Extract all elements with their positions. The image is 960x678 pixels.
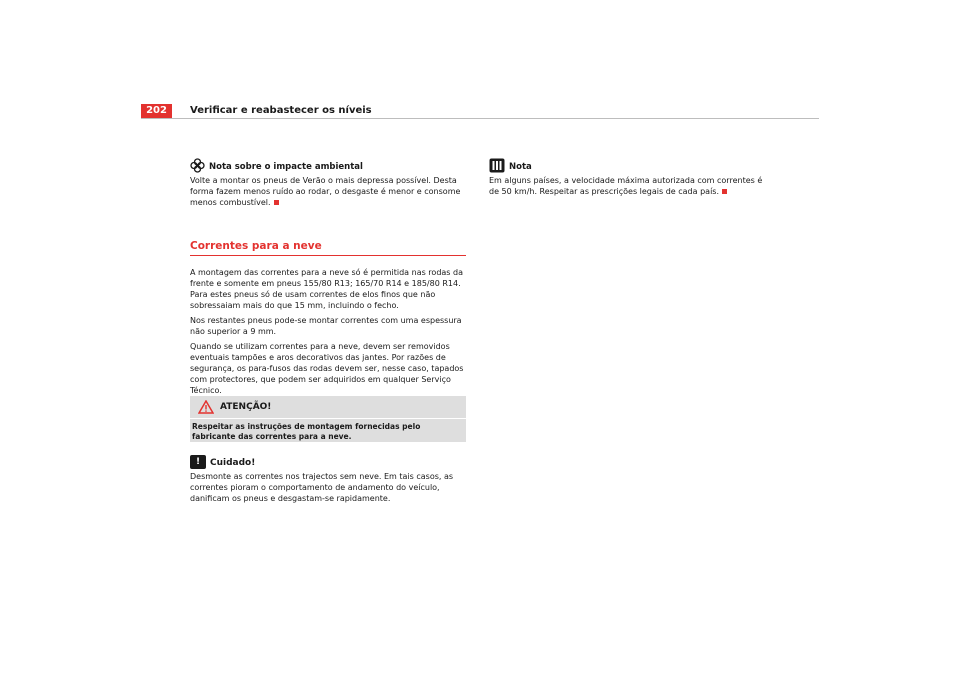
end-mark (274, 200, 279, 205)
caution-note (190, 455, 466, 508)
info-note-heading (489, 158, 765, 173)
info-note-title: Nota (509, 162, 532, 172)
header-divider (141, 118, 819, 119)
flower-icon (190, 158, 205, 173)
info-icon (489, 158, 505, 173)
running-title: Verificar e reabastecer os níveis (190, 105, 372, 116)
info-note-text: Em alguns países, a velocidade máxima autorizada com correntes é de 50 km/h. Respeitar as prescrições legais de cada país. (489, 176, 763, 196)
page-number: 202 (141, 104, 172, 118)
section-title: Correntes para a neve (190, 240, 466, 256)
warning-title: ATENÇÃO! (220, 402, 272, 412)
paragraph: Quando se utilizam correntes para a neve, devem ser removidos eventuais tampões e aros decorativos das jantes. Por razões de segurança, os para-fusos das rodas devem ser, nesse caso, tapados com protectores, que podem ser adquiridos em qualquer Serviço Técnico. (190, 342, 464, 395)
env-note-heading (190, 158, 466, 173)
paragraph: Nos restantes pneus pode-se montar correntes com uma espessura não superior a 9 mm. (190, 316, 462, 336)
warning-text: Respeitar as instruções de montagem fornecidas pelo fabricante das correntes para a neve. (192, 422, 421, 441)
env-note-title: Nota sobre o impacte ambiental (209, 162, 363, 172)
info-note (489, 158, 765, 197)
env-note-text: Volte a montar os pneus de Verão o mais depressa possível. Desta forma fazem menos ruído ao rodar, o desgaste é menor e consome menos combustível. (190, 176, 461, 207)
paragraph: A montagem das correntes para a neve só é permitida nas rodas da frente e somente em pneus 155/80 R13; 165/70 R14 e 185/80 R14. Para estes pneus só de usam correntes de elos finos que não sobressaiam mais do que 15 mm, incluindo o fecho. (190, 268, 463, 310)
snow-chains-section (190, 240, 466, 400)
exclamation-icon: ! (190, 455, 206, 469)
caution-text: Desmonte as correntes nos trajectos sem neve. Em tais casos, as correntes pioram o comportamento de andamento do veículo, danificam os pneus e desgastam-se rapidamente. (190, 472, 454, 503)
caution-title: Cuidado! (210, 458, 256, 468)
caution-heading (190, 455, 466, 469)
warning-heading (190, 396, 466, 419)
env-note (190, 158, 466, 208)
warning-box (190, 396, 466, 442)
warning-triangle-icon (198, 400, 214, 414)
end-mark (722, 189, 727, 194)
